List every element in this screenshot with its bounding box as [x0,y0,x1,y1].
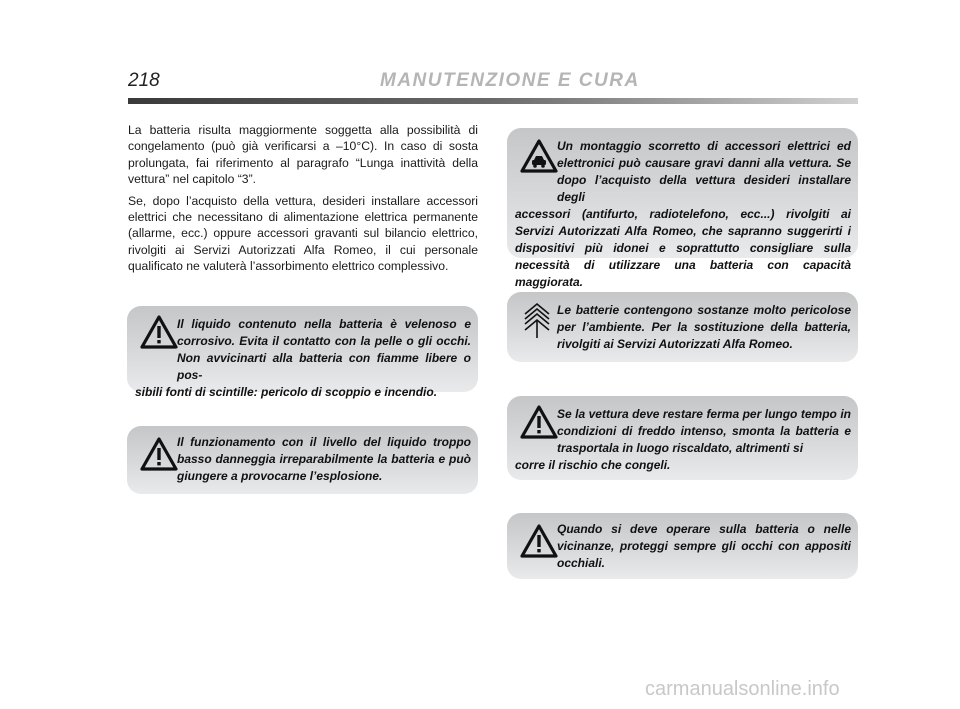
body-text [128,122,478,280]
section-title: MANUTENZIONE E CURA [380,70,640,91]
warning-text-intro: Le batterie contengono sostanze molto pericolose per l’ambiente. Per la sostituzione della batteria, rivolgiti ai Servizi Autorizzati Alfa Romeo. [557,303,851,351]
warning-text-rest: corre il rischio che congeli. [515,458,671,472]
warning-box-cold [507,396,858,480]
warning-text-rest: accessori (antifurto, radiotelefono, ecc...) rivolgiti ai Servizi Autorizzati Alfa Romeo, che sapranno suggerirti i dispositivi più idonei e soprattutto consigliare sulla necessità di utilizzare una batteria con capacità maggiorata. [515,207,851,289]
warning-box-eyes [507,513,858,579]
header-rule [128,98,858,104]
warning-box-low-level [127,426,478,494]
warning-text-intro: Il liquido contenuto nella batteria è velenoso e corrosivo. Evita il contatto con la pelle o gli occhi. Non avvicinarti alla batteria con fiamme libere o pos- [177,317,471,382]
warning-text-intro: Un montaggio scorretto di accessori elettrici ed elettronici può causare gravi danni alla vettura. Se dopo l’acquisto della vettura desideri installare degli [557,139,851,204]
warning-box-accessories [507,128,858,289]
warning-text-intro: Quando si deve operare sulla batteria o nelle vicinanze, proteggi sempre gli occhi con appositi occhiali. [557,522,851,570]
page-number: 218 [128,70,160,91]
paragraph: La batteria risulta maggiormente soggetta alla possibilità di congelamento (può già verificarsi a –10°C). In caso di sosta prolungata, fai riferimento al paragrafo “Lunga inattività della vettura” nel capitolo “3”. [128,123,478,187]
warning-box-liquid [127,306,478,399]
warning-text-intro: Se la vettura deve restare ferma per lungo tempo in condizioni di freddo intenso, smonta la batteria e trasportala in luogo riscaldato, altrimenti si [557,407,851,455]
warning-box-environment [507,292,858,362]
warning-text-intro: Il funzionamento con il livello del liquido troppo basso danneggia irreparabilmente la batteria e può giungere a provocarne l’esplosione. [177,435,471,483]
watermark: carmanualsonline.info [645,678,840,700]
warning-text-rest: sibili fonti di scintille: pericolo di scoppio e incendio. [135,385,438,399]
paragraph: Se, dopo l’acquisto della vettura, desideri installare accessori elettrici che necessitano di alimentazione elettrica permanente (allarme, ecc.) oppure accessori gravanti sul bilancio elettrico, rivolgiti ai Servizi Autorizzati Alfa Romeo, il cui personale qualificato ne valuterà l’assorbimento elettrico complessivo. [128,193,478,274]
